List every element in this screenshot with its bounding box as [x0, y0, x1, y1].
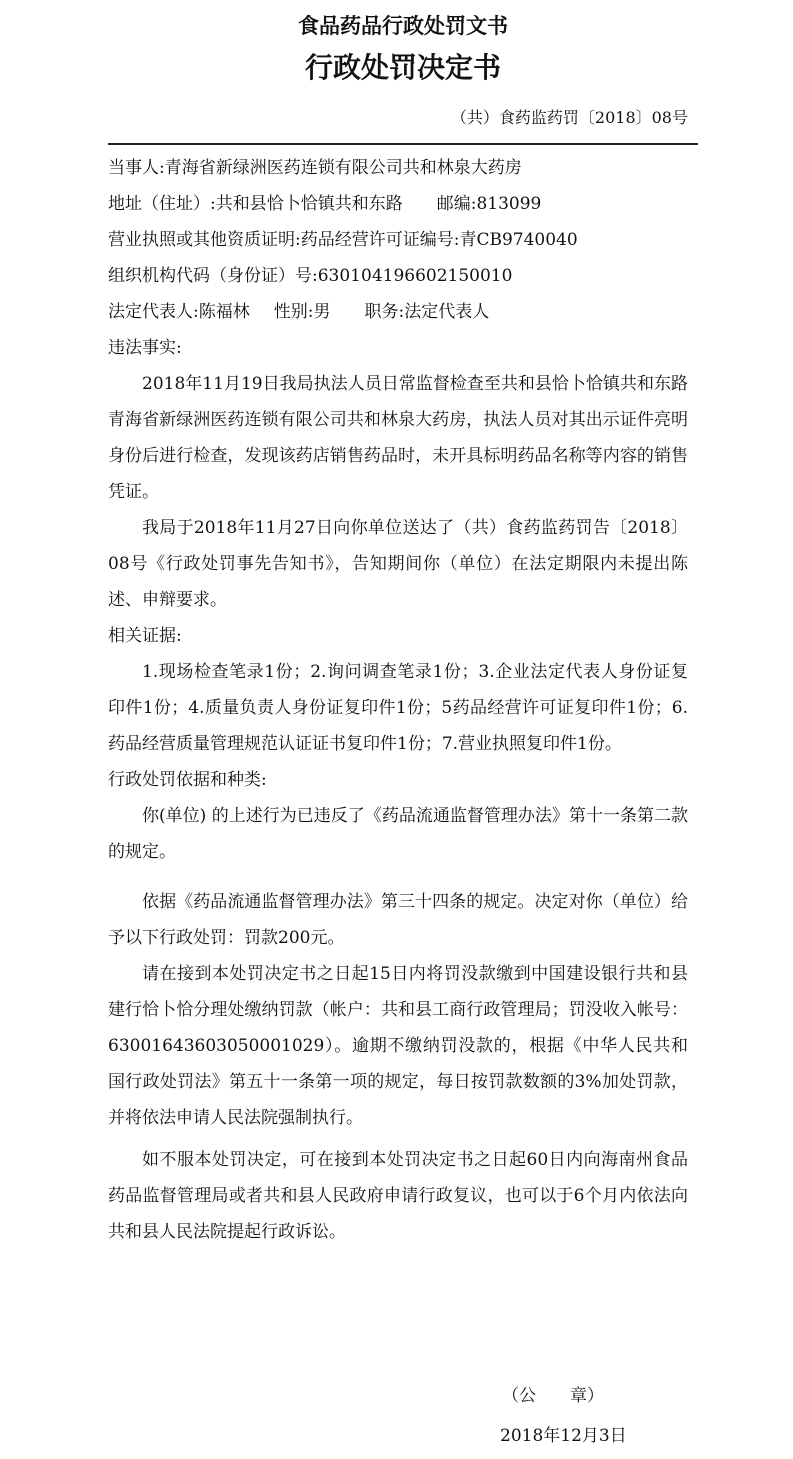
postcode-value: 813099 — [476, 194, 542, 214]
postcode-label: 邮编: — [436, 194, 477, 214]
party-address-line — [108, 186, 688, 222]
party-name-line — [108, 150, 688, 186]
appeal-paragraph: 如不服本处罚决定，可在接到本处罚决定书之日起60日内向海南州食品药品监督管理局或者共和县人民政府申请行政复议，也可以于6个月内依法向共和县人民法院提起行政诉讼。 — [108, 1150, 688, 1242]
org-code-label: 组织机构代码（身份证）号: — [108, 266, 318, 286]
document-title: 行政处罚决定书 — [304, 51, 501, 84]
official-seal: （公 章） — [502, 1386, 604, 1406]
evidence-heading: 相关证据: — [108, 626, 182, 646]
license-line — [108, 222, 688, 258]
facts-heading: 违法事实: — [108, 338, 182, 358]
address-value: 共和县恰卜恰镇共和东路 — [215, 194, 403, 214]
basis-heading: 行政处罚依据和种类: — [108, 770, 267, 790]
representative-line — [108, 294, 688, 330]
gender-label: 性别: — [273, 302, 314, 322]
document-category: 食品药品行政处罚文书 — [298, 14, 508, 38]
position-label: 职务: — [364, 302, 405, 322]
license-label: 营业执照或其他资质证明: — [108, 230, 301, 250]
org-code-value: 630104196602150010 — [317, 266, 513, 286]
party-name-label: 当事人: — [108, 158, 165, 178]
gender-value: 男 — [313, 302, 331, 322]
basis-paragraph-2: 依据《药品流通监督管理办法》第三十四条的规定。决定对你（单位）给予以下行政处罚：罚款200元。 — [108, 892, 688, 948]
facts-paragraph-1: 2018年11月19日我局执法人员日常监督检查至共和县恰卜恰镇共和东路青海省新绿洲医药连锁有限公司共和林泉大药房，执法人员对其出示证件亮明身份后进行检查，发现该药店销售药品时，未开具标明药品名称等内容的销售凭证。 — [108, 374, 688, 502]
party-name: 青海省新绿洲医药连锁有限公司共和林泉大药房 — [164, 158, 522, 178]
rep-label: 法定代表人: — [108, 302, 199, 322]
org-code-line — [108, 258, 688, 294]
evidence-list: 1.现场检查笔录1份；2.询问调查笔录1份；3.企业法定代表人身份证复印件1份；4.质量负责人身份证复印件1份；5药品经营许可证复印件1份；6.药品经营质量管理规范认证证书复印件1份；7.营业执照复印件1份。 — [108, 662, 688, 754]
position-value: 法定代表人 — [404, 302, 490, 322]
issue-date: 2018年12月3日 — [500, 1426, 627, 1446]
rep-value: 陈福林 — [198, 302, 250, 322]
document-number: （共）食药监药罚〔2018〕08号 — [450, 108, 688, 127]
facts-paragraph-2: 我局于2018年11月27日向你单位送达了（共）食药监药罚告〔2018〕08号《行政处罚事先告知书》，告知期间你（单位）在法定期限内未提出陈述、申辩要求。 — [108, 518, 688, 610]
payment-paragraph: 请在接到本处罚决定书之日起15日内将罚没款缴到中国建设银行共和县建行恰卜恰分理处缴纳罚款（帐户：共和县工商行政管理局；罚没收入帐号：63001643603050001029）。逾期不缴纳罚没款的，根据《中华人民共和国行政处罚法》第五十一条第一项的规定，每日按罚款数额的3%加处罚款，并将依法申请人民法院强制执行。 — [108, 964, 688, 1128]
basis-paragraph-1: 你(单位) 的上述行为已违反了《药品流通监督管理办法》第十一条第二款的规定。 — [108, 806, 688, 862]
address-label: 地址（住址）: — [108, 194, 216, 214]
header-rule — [108, 143, 698, 145]
document-body — [108, 150, 688, 1250]
license-value: 药品经营许可证编号:青CB9740040 — [300, 230, 578, 250]
